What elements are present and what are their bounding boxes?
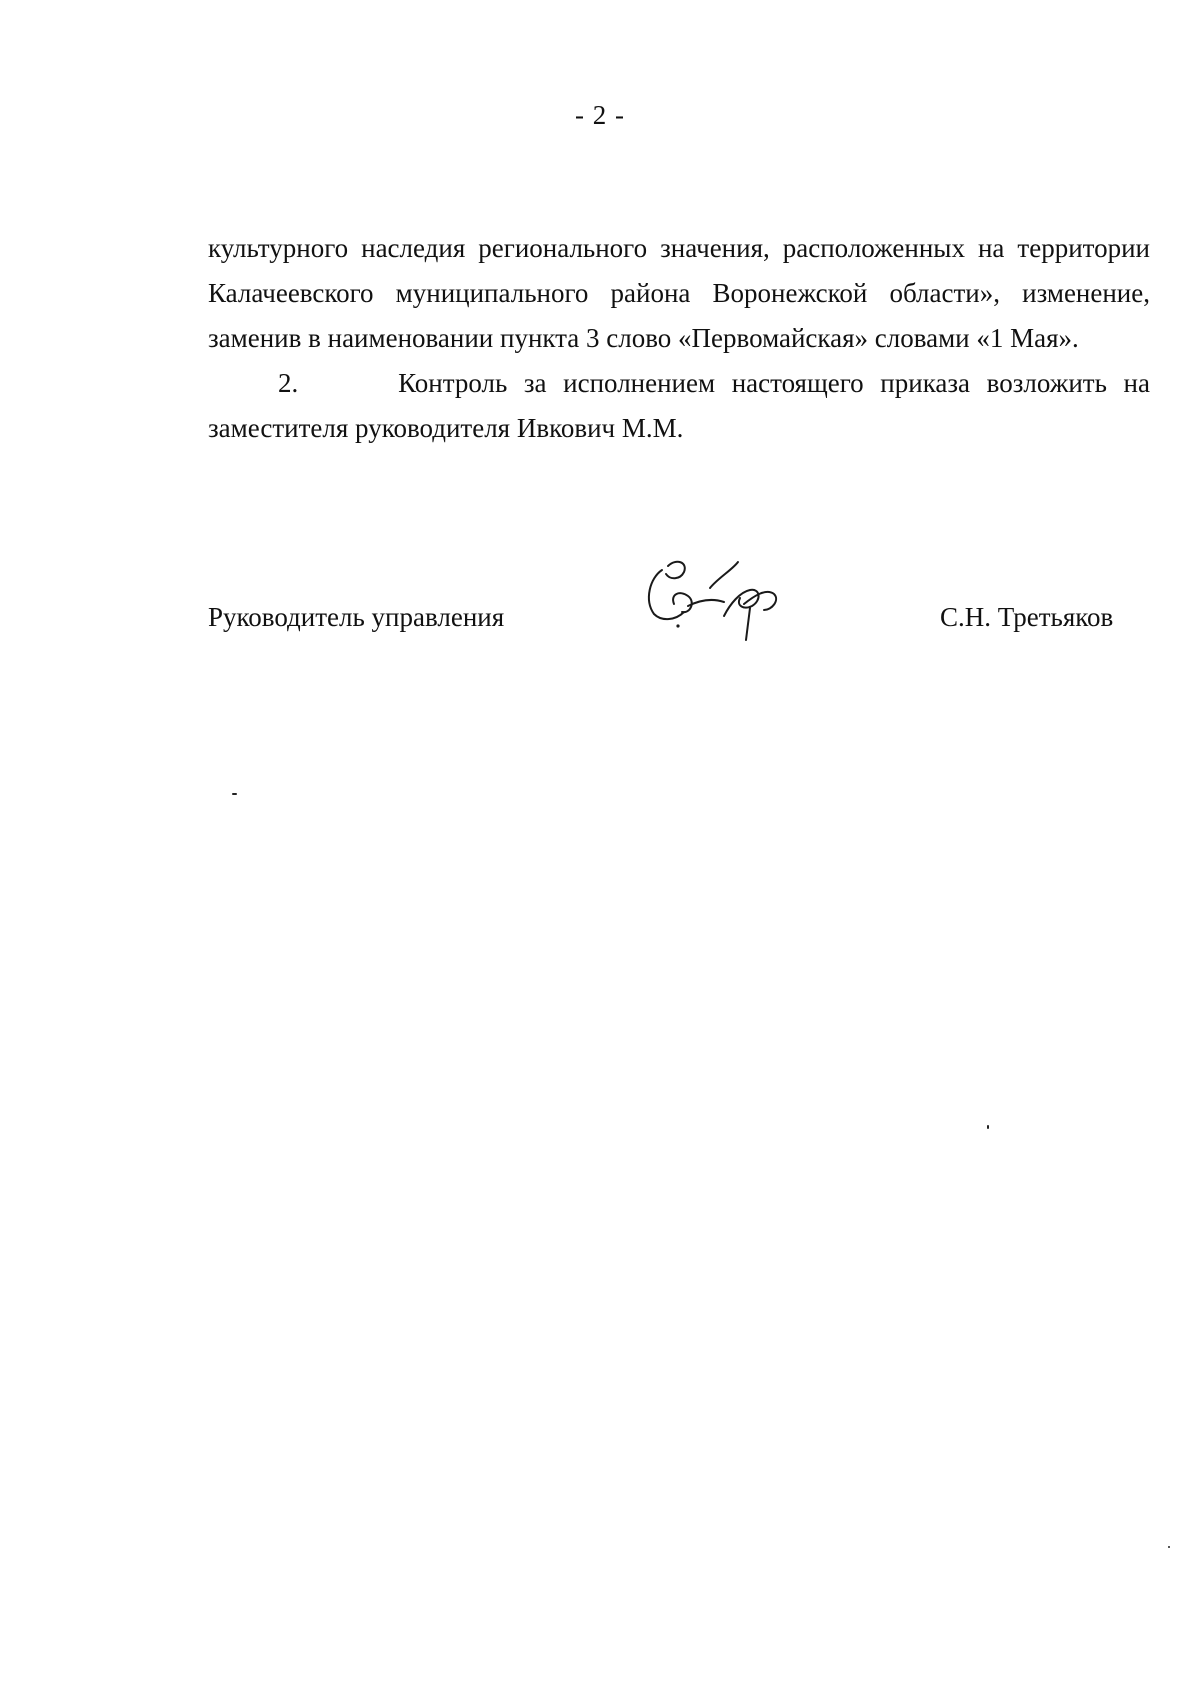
scan-artifact bbox=[1168, 1546, 1170, 1548]
handwritten-signature bbox=[640, 548, 800, 648]
signatory-title: Руководитель управления bbox=[208, 602, 505, 632]
paragraph-item-2: 2. Контроль за исполнением настоящего приказа возложить на заместителя руководителя Ивкович М.М. bbox=[208, 368, 1150, 443]
paragraph-continuation: культурного наследия регионального значения, расположенных на территории Калачеевского муниципального района Воронежской области», изменение, заменив в наименовании пункта 3 слово «Первомайская» словами «1 Мая». bbox=[208, 233, 1150, 353]
scan-artifact bbox=[232, 793, 237, 795]
signature-block bbox=[0, 0, 1200, 700]
page-number: - 2 - bbox=[575, 100, 625, 130]
scan-artifact bbox=[987, 1125, 989, 1129]
signatory-name: С.Н. Третьяков bbox=[940, 602, 1114, 632]
